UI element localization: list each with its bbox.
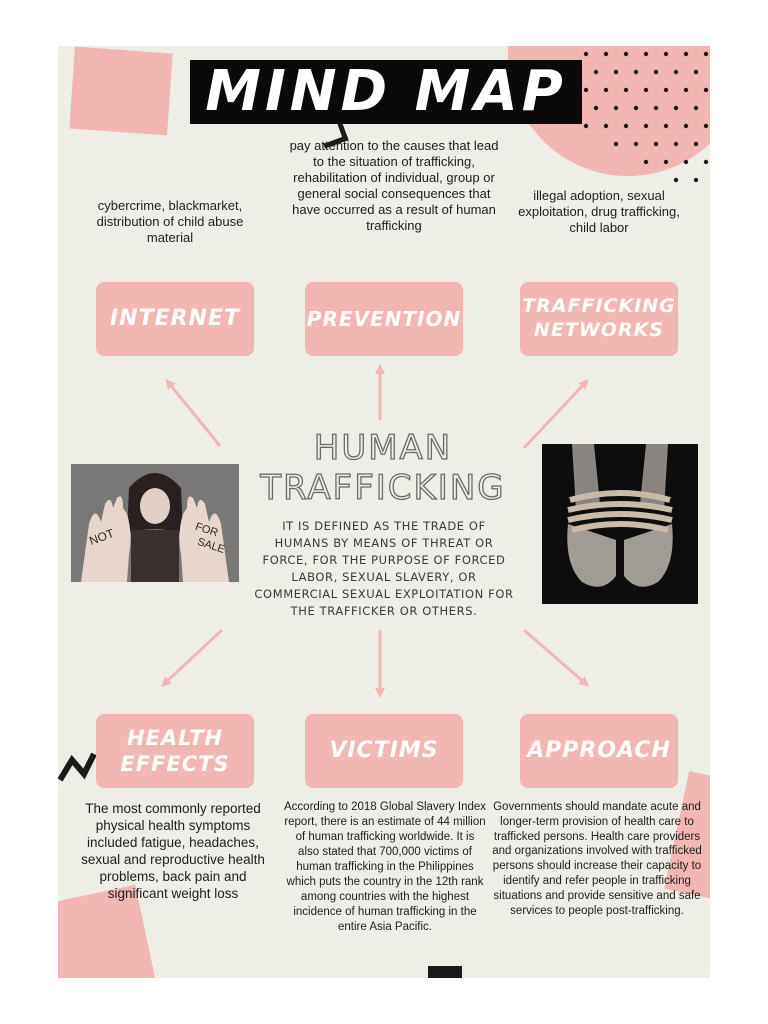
- node-prevention-label: PREVENTION: [306, 306, 462, 331]
- woman-hands-illustration: [71, 464, 239, 582]
- center-title: [238, 428, 528, 508]
- node-victims: [305, 714, 463, 788]
- health-description: The most commonly reported physical health symptoms included fatigue, headaches, sexual and reproductive health problems, back pain and significant weight loss: [81, 801, 265, 901]
- approach-description: Governments should mandate acute and longer-term provision of health care to trafficked persons. Health care providers and organizations involved with trafficked persons should increase their capacity to identify and refer people in trafficking situations and provide sensitive and safe services to people post-trafficking.: [492, 801, 702, 917]
- arrow-to-internet: [168, 382, 220, 446]
- page-title: MIND MAP: [205, 59, 567, 124]
- node-health-effects: [96, 714, 254, 788]
- center-title-line2: TRAFFICKING: [260, 468, 506, 508]
- center-definition: IT IS DEFINED AS THE TRADE OF HUMANS BY MEANS OF THREAT OR FORCE, FOR THE PURPOSE OF FORCED LABOR, SEXUAL SLAVERY, OR COMMERCIAL SEXUAL EXPLOITATION FOR THE TRAFFICKER OR OTHERS.: [254, 519, 514, 618]
- center-title-line1: HUMAN: [313, 428, 453, 468]
- node-victims-label: VICTIMS: [329, 738, 439, 764]
- arrow-to-approach: [524, 630, 586, 684]
- node-prevention: [305, 282, 463, 356]
- node-networks-label-line2: NETWORKS: [534, 319, 664, 341]
- node-health-label-line2: EFFECTS: [120, 752, 230, 776]
- photo-not-for-sale: [71, 464, 239, 582]
- hand-text-sale: SALE: [195, 535, 227, 557]
- photo-tied-hands: [542, 444, 698, 604]
- deco-black-bar-bottom: [428, 966, 462, 978]
- deco-pink-square-top-left: [69, 47, 172, 136]
- node-networks-label-line1: TRAFFICKING: [522, 295, 676, 318]
- node-internet: [96, 282, 254, 356]
- title-banner: [190, 60, 582, 124]
- tied-hands-illustration: [542, 444, 698, 604]
- hand-text-for: FOR: [193, 520, 220, 540]
- node-internet-label: INTERNET: [109, 306, 241, 332]
- node-trafficking-networks: [520, 282, 678, 356]
- internet-description: cybercrime, blackmarket, distribution of child abuse material: [96, 198, 244, 245]
- hand-text-not: NOT: [87, 526, 116, 548]
- arrow-to-networks: [524, 382, 586, 448]
- prevention-description: pay attention to the causes that lead to the situation of trafficking, rehabilitation of individual, group or general social consequences that have occurred as a result of human trafficking: [289, 138, 499, 233]
- node-approach-label: APPROACH: [527, 738, 671, 764]
- node-health-label-line1: HEALTH: [127, 725, 223, 750]
- node-approach: [520, 714, 678, 788]
- arrow-to-health: [164, 630, 222, 684]
- deco-black-zigzag-left: [58, 746, 98, 786]
- deco-dot-pattern: [578, 48, 710, 198]
- mind-map-poster: [58, 46, 710, 978]
- victims-description: According to 2018 Global Slavery Index report, there is an estimate of 44 million of human trafficking worldwide. It is also stated that 700,000 victims of human trafficking in the Philippines which puts the country in the 12th rank among countries with the highest incidence of human trafficking in the entire Asia Pacific.: [284, 801, 487, 933]
- networks-description: illegal adoption, sexual exploitation, drug trafficking, child labor: [518, 188, 680, 235]
